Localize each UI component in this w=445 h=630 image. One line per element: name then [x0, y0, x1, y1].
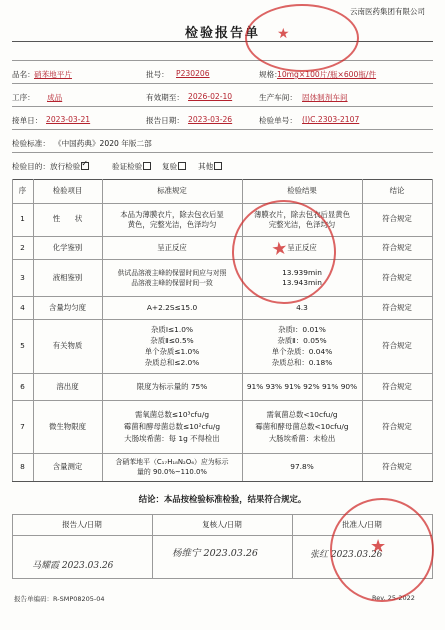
row-5-standard-line-1: 杂质Ⅰ≤1.0% — [151, 325, 193, 334]
row-3-standard-line-2: 品溶液主峰的保留时间一致 — [131, 279, 213, 287]
col-header-seq: 序 — [18, 186, 27, 195]
row-3-item: 液相鉴别 — [52, 273, 83, 282]
row-3-seq: 3 — [20, 273, 25, 282]
row-6-standard: 限度为标示量的 75% — [136, 382, 208, 391]
overall-conclusion: 结论：本品按检验标准检验，结果符合规定。 — [138, 494, 307, 504]
row-2-standard: 呈正反应 — [157, 243, 187, 252]
col-header-result: 检验结果 — [287, 186, 317, 195]
report-no-value: (I)C.2303-2107 — [302, 115, 360, 124]
row-5-seq: 5 — [20, 341, 25, 350]
row-1-result-line-1: 薄膜衣片，除去包衣后显黄色 — [253, 210, 351, 219]
checkbox[interactable] — [214, 162, 222, 170]
row-4-seq: 4 — [20, 303, 25, 312]
row-5-standard-line-4: 杂质总和≤2.0% — [144, 358, 200, 367]
spec-value: 10mg×100片/瓶×600瓶/件 — [277, 70, 377, 79]
row-2-item: 化学鉴别 — [52, 243, 83, 252]
table-row-border — [12, 400, 433, 401]
table-row-border — [12, 203, 433, 204]
document-number: 报告单编码：R-SMP08205-04 — [14, 595, 105, 603]
row-6-conclusion: 符合规定 — [382, 382, 412, 391]
company-seal-stamp — [245, 4, 359, 72]
row-8-conclusion: 符合规定 — [382, 462, 412, 471]
row-8-standard-line-2: 量的 90.0%~110.0% — [137, 468, 207, 476]
col-header-conclusion: 结论 — [389, 186, 405, 195]
table-col-border — [362, 179, 363, 481]
batch-value: P230206 — [176, 69, 210, 78]
seal-star-icon: ★ — [277, 26, 290, 42]
process-label: 工序： — [12, 93, 35, 102]
row-5-result-line-4: 杂质总和：0.18% — [271, 358, 333, 367]
row-8-item: 含量测定 — [52, 462, 83, 471]
table-row-border — [12, 259, 433, 260]
seal-star-icon: ★ — [370, 536, 387, 557]
checkbox[interactable] — [178, 162, 186, 170]
row-4-standard: A+2.2S≤15.0 — [146, 303, 198, 312]
row-3-standard-line-1: 供试品溶液主峰的保留时间应与对照 — [117, 269, 227, 277]
row-5-result-line-1: 杂质Ⅰ：0.01% — [278, 325, 326, 334]
standard-label: 检验标准： — [12, 139, 50, 148]
table-bottom-border — [12, 481, 433, 482]
standard-value: 《中国药典》2020 年版二部 — [54, 139, 152, 148]
batch-label: 批号： — [146, 70, 169, 79]
row-5-item: 有关物质 — [52, 341, 83, 350]
checkbox[interactable] — [143, 162, 151, 170]
report-date-label: 报告日期： — [146, 116, 184, 125]
workshop-value: 固体制剂车间 — [302, 93, 348, 102]
revision: Rev. 25-2022 — [372, 594, 415, 602]
verify-option-label: 验证检验 — [112, 162, 143, 171]
row-8-standard-line-1: 含硝苯地平（C₁₇H₁₈N₂O₆）应为标示 — [115, 458, 229, 466]
row-7-result-line-3: 大肠埃希菌：未检出 — [268, 434, 336, 443]
row-2-conclusion: 符合规定 — [382, 243, 412, 252]
product-label: 品名： — [12, 70, 35, 79]
row-1-result-line-2: 完整光洁，色泽均匀 — [268, 220, 336, 229]
verify-option[interactable] — [112, 161, 152, 172]
page-title: 检验报告单 — [184, 26, 260, 41]
row-6-result: 91% 93% 91% 92% 91% 90% — [246, 382, 358, 391]
table-row-border — [12, 373, 433, 374]
recheck-option[interactable] — [162, 161, 187, 172]
row-5-result-line-3: 单个杂质：0.04% — [271, 347, 333, 356]
table-row-border — [12, 236, 433, 237]
row-2-result: 呈正反应 — [287, 243, 317, 252]
row-7-standard-line-3: 大肠埃希菌：每 1g 不得检出 — [124, 434, 220, 443]
report-no-label: 检验单号： — [259, 116, 297, 125]
expiry-label: 有效期至： — [146, 93, 184, 102]
report-date-value: 2023-03-26 — [188, 115, 233, 124]
table-row-border — [12, 296, 433, 297]
row-6-seq: 6 — [20, 382, 25, 391]
col-header-standard: 标准规定 — [157, 186, 187, 195]
release-option[interactable] — [50, 161, 90, 172]
row-8-result: 97.8% — [290, 462, 314, 471]
table-top-border — [12, 179, 433, 180]
row-7-result-line-1: 需氧菌总数<10cfu/g — [266, 410, 338, 419]
row-8-seq: 8 — [20, 462, 25, 471]
row-7-conclusion: 符合规定 — [382, 422, 412, 431]
divider — [12, 152, 433, 153]
workshop-label: 生产车间： — [259, 93, 297, 102]
table-row-border — [12, 453, 433, 454]
row-1-standard-line-2: 黄色，完整光洁，色泽均匀 — [127, 220, 217, 229]
approver-date-label: 批准人/日期 — [342, 520, 382, 529]
row-7-standard-line-1: 需氧菌总数≤10³cfu/g — [134, 410, 210, 419]
divider — [12, 83, 433, 84]
row-3-result-line-2: 13.943min — [282, 278, 322, 287]
table-col-border — [432, 179, 433, 481]
row-7-standard-line-2: 霉菌和酵母菌总数≤10²cfu/g — [123, 422, 221, 431]
row-3-conclusion: 符合规定 — [382, 273, 412, 282]
row-3-result-line-1: 13.939min — [282, 268, 322, 277]
release-option-label: 放行检验 — [50, 162, 81, 171]
row-7-item: 微生物限度 — [49, 422, 86, 431]
table-col-border — [102, 179, 103, 481]
row-4-item: 含量均匀度 — [49, 303, 86, 312]
row-2-seq: 2 — [20, 243, 25, 252]
inspection-type-label: 检验目的： — [12, 162, 50, 171]
other-option[interactable] — [198, 161, 223, 172]
row-4-conclusion: 符合规定 — [382, 303, 412, 312]
row-1-conclusion: 符合规定 — [382, 214, 412, 223]
expiry-value: 2026-02-10 — [188, 92, 233, 101]
table-row-border — [12, 319, 433, 320]
quality-management-seal-stamp — [330, 498, 434, 602]
reviewer-signature: 杨维宁 2023.03.26 — [172, 548, 258, 559]
row-1-item: 性 状 — [52, 214, 83, 223]
row-5-conclusion: 符合规定 — [382, 341, 412, 350]
seal-star-icon: ★ — [270, 237, 290, 261]
row-6-item: 溶出度 — [56, 382, 79, 391]
row-7-seq: 7 — [20, 422, 25, 431]
checkbox-checked[interactable] — [81, 162, 89, 170]
row-5-standard-line-2: 杂质Ⅱ≤0.5% — [150, 336, 194, 345]
process-value: 成品 — [47, 93, 63, 102]
col-header-item: 检验项目 — [52, 186, 83, 195]
divider — [12, 129, 433, 130]
spec-label: 规格： — [259, 70, 282, 79]
row-1-standard-line-1: 本品为薄膜衣片，除去包衣后显 — [120, 210, 224, 219]
company-name: 云南医药集团有限公司 — [350, 7, 425, 16]
recheck-option-label: 复验 — [162, 162, 178, 171]
approver-signature: 张红 2023.03.26 — [310, 550, 383, 560]
divider — [12, 60, 433, 61]
reviewer-date-label: 复核人/日期 — [202, 520, 242, 529]
divider — [12, 106, 433, 107]
row-5-result-line-2: 杂质Ⅱ：0.05% — [277, 336, 327, 345]
table-col-border — [33, 179, 34, 481]
row-5-standard-line-3: 单个杂质≤1.0% — [144, 347, 200, 356]
reporter-signature: 马耀霞 2023.03.26 — [32, 561, 114, 571]
title-divider — [12, 41, 433, 42]
receive-date-value: 2023-03-21 — [46, 115, 91, 124]
reporter-date-label: 报告人/日期 — [62, 520, 102, 529]
row-4-result: 4.3 — [296, 303, 308, 312]
product-value: 硝苯地平片 — [34, 70, 72, 79]
row-7-result-line-2: 霉菌和酵母菌总数<10cfu/g — [255, 422, 349, 431]
receive-date-label: 接单日： — [12, 116, 43, 125]
other-option-label: 其他 — [198, 162, 214, 171]
table-col-border — [12, 179, 13, 481]
row-1-seq: 1 — [20, 214, 25, 223]
